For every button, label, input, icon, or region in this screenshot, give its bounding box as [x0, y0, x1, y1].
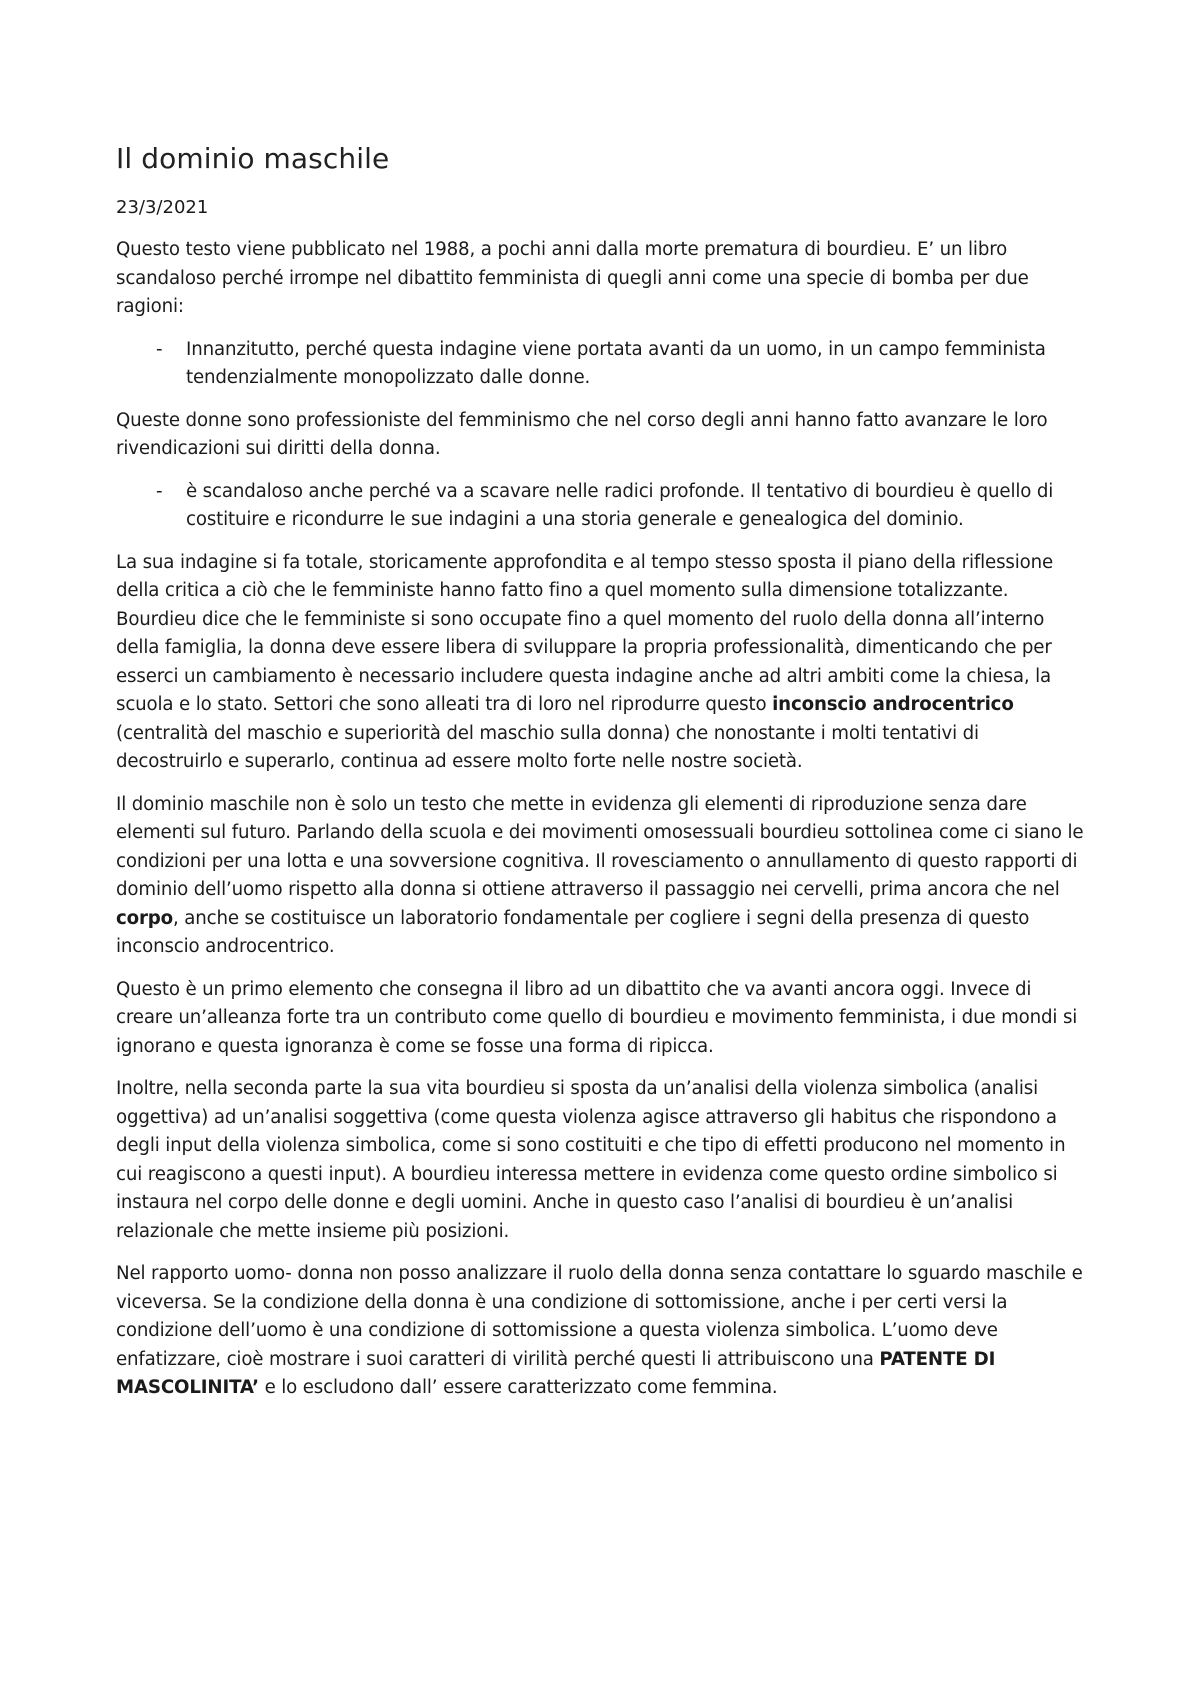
paragraph-2: Queste donne sono professioniste del femminismo che nel corso degli anni hanno fatto avanzare le loro rivendicazioni sui diritti della donna. — [116, 409, 1048, 459]
paragraph-4-part-a: Il dominio maschile non è solo un testo che mette in evidenza gli elementi di riproduzione senza dare elementi sul futuro. Parlando della scuola e dei movimenti omosessuali bourdieu sottolinea come ci siano le condizioni per una lotta e una sovversione cognitiva. Il rovesciamento o annullamento di questo rapporti di dominio dell’uomo rispetto alla donna si ottiene attraverso il passaggio nei cervelli, prima ancora che nel — [116, 793, 1084, 900]
document-title: Il dominio maschile — [116, 142, 390, 175]
bullet-item-1 — [116, 336, 1090, 393]
paragraph-7-bold: PATENTE DI MASCOLINITA’ — [116, 1348, 996, 1398]
paragraph-6: Inoltre, nella seconda parte la sua vita bourdieu si sposta da un’analisi della violenza simbolica (analisi oggettiva) ad un’analisi soggettiva (come questa violenza agisce attraverso gli habitus che rispondono a degli input della violenza simbolica, come si sono costituiti e che tipo di effetti producono nel momento in cui reagiscono a questi input). A bourdieu interessa mettere in evidenza come questo ordine simbolico si instaura nel corpo delle donne e degli uomini. Anche in questo caso l’analisi di bourdieu è un’analisi relazionale che mette insieme più posizioni. — [116, 1078, 1066, 1242]
paragraph-7 — [116, 1260, 1090, 1403]
document-date: 23/3/2021 — [116, 197, 209, 218]
paragraph-4-bold: corpo — [116, 907, 174, 929]
bullet-dash: - — [156, 480, 163, 502]
paragraph-3 — [116, 549, 1090, 777]
paragraph-1: Questo testo viene pubblicato nel 1988, a pochi anni dalla morte prematura di bourdieu. E’ un libro scandaloso perché irrompe nel dibattito femminista di quegli anni come una specie di bomba per due ragioni: — [116, 239, 1029, 317]
bullet-text-1: Innanzitutto, perché questa indagine viene portata avanti da un uomo, in un campo femminista tendenzialmente monopolizzato dalle donne. — [186, 338, 1046, 388]
paragraph-4-part-b: , anche se costituisce un laboratorio fondamentale per cogliere i segni della presenza di questo inconscio androcentrico. — [116, 907, 1030, 957]
bullet-item-2 — [116, 478, 1090, 535]
paragraph-3-bold: inconscio androcentrico — [772, 694, 1014, 715]
bullet-text-2: è scandaloso anche perché va a scavare nelle radici profonde. Il tentativo di bourdieu è quello di costituire e ricondurre le sue indagini a una storia generale e genealogica del dominio. — [186, 480, 1054, 530]
bullet-dash: - — [156, 338, 163, 360]
paragraph-3-part-b: (centralità del maschio e superiorità del maschio sulla donna) che nonostante i molti tentativi di decostruirlo e superarlo, continua ad essere molto forte nelle nostre società. — [116, 722, 979, 772]
paragraph-7-part-a: Nel rapporto uomo- donna non posso analizzare il ruolo della donna senza contattare lo sguardo maschile e viceversa. Se la condizione della donna è una condizione di sottomissione, anche i per certi versi la condizione dell’uomo è una condizione di sottomissione a questa violenza simbolica. L’uomo deve enfatizzare, cioè mostrare i suoi caratteri di virilità perché questi li attribuiscono una — [116, 1263, 1083, 1370]
paragraph-3-part-a: La sua indagine si fa totale, storicamente approfondita e al tempo stesso sposta il piano della riflessione della critica a ciò che le femministe hanno fatto fino a quel momento sulla dimensione totalizzante. Bourdieu dice che le femministe si sono occupate fino a quel momento del ruolo della donna all’interno della famiglia, la donna deve essere libera di sviluppare la propria professionalità, dimenticando che per esserci un cambiamento è necessario includere questa indagine anche ad altri ambiti come la chiesa, la scuola e lo stato. Settori che sono alleati tra di loro nel riprodurre questo — [116, 551, 1054, 715]
paragraph-5: Questo è un primo elemento che consegna il libro ad un dibattito che va avanti ancora oggi. Invece di creare un’alleanza forte tra un contributo come quello di bourdieu e movimento femminista, i due mondi si ignorano e questa ignoranza è come se fosse una forma di ripicca. — [116, 978, 1078, 1057]
paragraph-4 — [116, 791, 1090, 962]
paragraph-7-part-b: e lo escludono dall’ essere caratterizzato come femmina. — [258, 1377, 778, 1398]
